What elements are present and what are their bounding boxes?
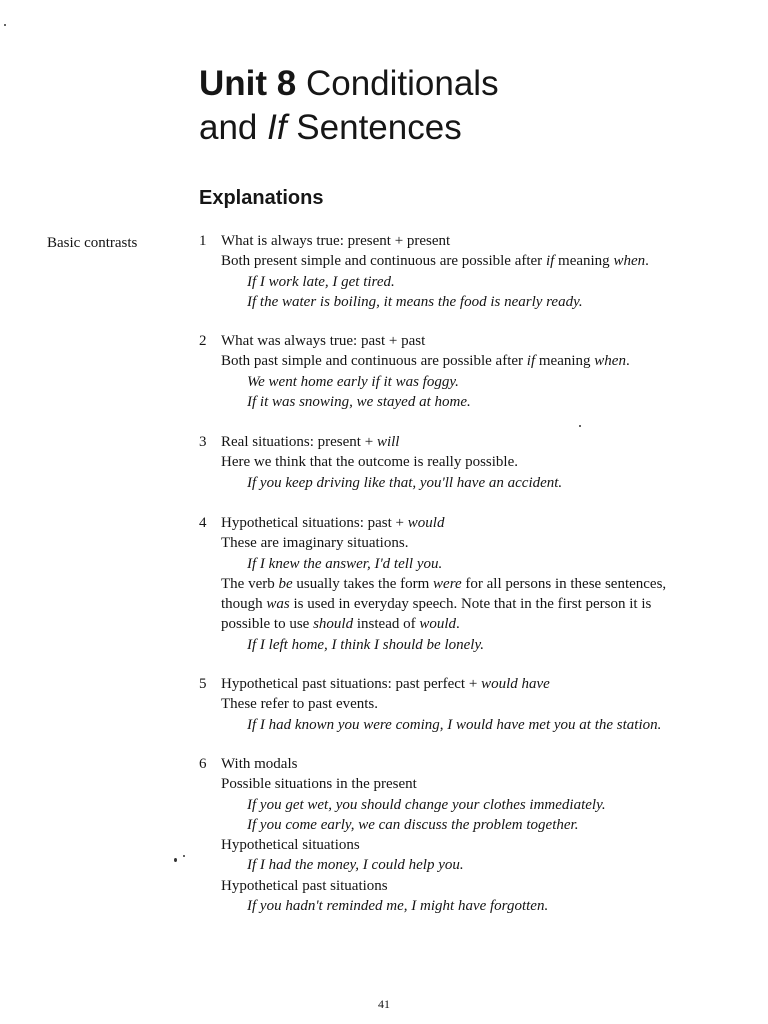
unit-title-line2-start: and: [199, 108, 268, 147]
item-heading: What is always true: present + present: [221, 233, 451, 249]
item-subheading: Hypothetical past situations: [221, 877, 388, 894]
example-sentence: If you get wet, you should change your clothes immediately.: [247, 796, 606, 813]
example-sentence: If I had the money, I could help you.: [247, 857, 464, 874]
item-explanation: Both past simple and continuous are possible after if meaning when.: [221, 353, 630, 370]
item-explanation: Both present simple and continuous are possible after if meaning when.: [221, 253, 649, 270]
item-number: 5: [199, 676, 207, 692]
item-note-line: though was is used in everyday speech. Note that in the first person it is: [221, 596, 652, 613]
item-number: 6: [199, 756, 207, 772]
item-note-line: possible to use should instead of would.: [221, 616, 460, 633]
item-heading: Hypothetical situations: past + would: [221, 515, 445, 531]
explanation-item-5: [199, 674, 759, 735]
unit-title-line1: Conditionals: [296, 64, 499, 103]
example-sentence: If I left home, I think I should be lonely.: [247, 636, 485, 653]
explanation-item-4: [199, 513, 759, 655]
item-explanation: Here we think that the outcome is really possible.: [221, 454, 519, 471]
explanation-item-2: [199, 331, 759, 412]
item-number: 1: [199, 233, 207, 249]
example-sentence: If you come early, we can discuss the problem together.: [247, 816, 579, 833]
item-number: 4: [199, 515, 207, 531]
example-sentence: If you hadn't reminded me, I might have forgotten.: [247, 898, 549, 915]
item-subheading: Possible situations in the present: [221, 776, 417, 793]
explanation-item-1: [199, 231, 759, 312]
section-heading: Explanations: [199, 187, 324, 209]
example-sentence: If I work late, I get tired.: [247, 273, 395, 290]
item-number: 3: [199, 434, 207, 450]
unit-title-if: If: [267, 108, 287, 147]
item-heading: Hypothetical past situations: past perfect + would have: [221, 676, 550, 692]
example-sentence: If you keep driving like that, you'll have an accident.: [247, 474, 563, 491]
explanation-item-6: [199, 754, 759, 916]
unit-title: [199, 62, 719, 150]
item-heading: What was always true: past + past: [221, 333, 426, 349]
example-sentence: If it was snowing, we stayed at home.: [247, 393, 471, 410]
side-label: Basic contrasts: [47, 235, 138, 251]
scan-speck: [174, 858, 177, 862]
unit-title-line2-end: Sentences: [286, 108, 462, 147]
scan-speck: [183, 855, 185, 857]
item-subheading: Hypothetical situations: [221, 837, 360, 854]
example-sentence: If I knew the answer, I'd tell you.: [247, 555, 443, 572]
item-heading: With modals: [221, 756, 298, 772]
item-number: 2: [199, 333, 207, 349]
item-note-line: The verb be usually takes the form were for all persons in these sentences,: [221, 575, 667, 592]
item-heading: Real situations: present + will: [221, 434, 400, 450]
item-explanation: These refer to past events.: [221, 696, 379, 713]
unit-label: Unit 8: [199, 64, 297, 103]
scan-speck: [4, 24, 6, 26]
example-sentence: We went home early if it was foggy.: [247, 373, 459, 390]
page-number: 41: [378, 997, 390, 1011]
example-sentence: If I had known you were coming, I would have met you at the station.: [247, 716, 662, 733]
scan-speck: [579, 425, 581, 427]
item-explanation: These are imaginary situations.: [221, 535, 409, 552]
explanation-item-3: [199, 432, 759, 493]
example-sentence: If the water is boiling, it means the food is nearly ready.: [247, 293, 583, 310]
